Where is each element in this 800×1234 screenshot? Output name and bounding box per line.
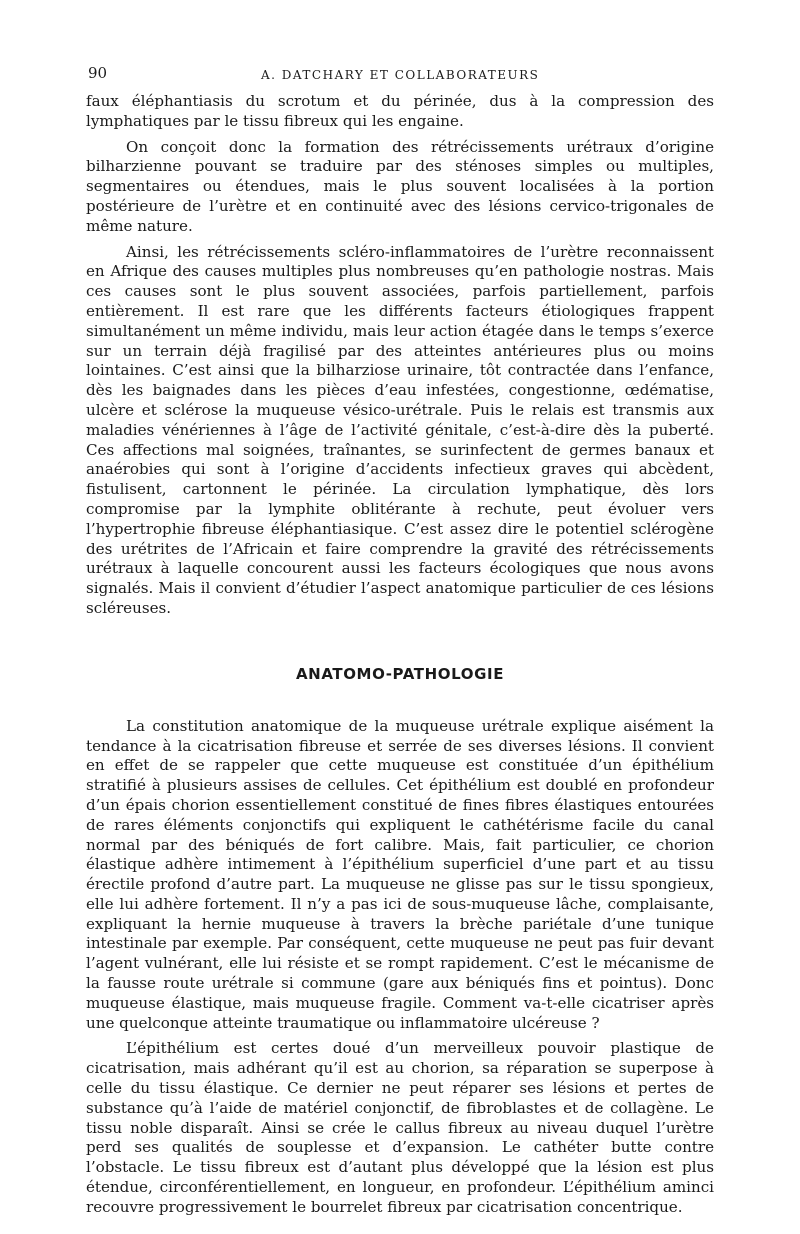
- running-head: [86, 62, 714, 92]
- section-heading: ANATOMO-PATHOLOGIE: [295, 664, 505, 683]
- page: [86, 62, 714, 1216]
- paragraph-continuation: faux éléphantiasis du scrotum et du périnée, dus à la compression des lymphatiques par le tissu fibreux qui les engaine.: [86, 92, 714, 130]
- paragraph-multiple-causes: Ainsi, les rétrécissements scléro-inflammatoires de l’urètre reconnaissent en Afrique des causes multiples plus nombreuses qu’en pathologie nostras. Mais ces causes sont le plus souvent associées, parfois partiellement, parfois entièrement. Il est rare que les différents facteurs étiologiques frappent simultanément un même individu, mais leur action étagée dans le temps s’exerce sur un terrain déjà fragilisé par des atteintes antérieures plus ou moins lointaines. C’est ainsi que la bilharziose urinaire, tôt contractée dans l’enfance, dès les baignades dans les pièces d’eau infestées, congestionne, œdématise, ulcère et sclérose la muqueuse vésico-urétrale. Puis le relais est transmis aux maladies vénériennes à l’âge de l’activité génitale, c’est-à-dire dès la puberté. Ces affections mal soignées, traînantes, se surinfectent de germes banaux et anaérobies qui sont à l’origine d’accidents infectieux graves qui abcèdent, fistulisent, cartonnent le périnée. La circulation lymphatique, dès lors compromise par la lymphite oblitérante à rechute, peut évoluer vers l’hypertrophie fibreuse éléphantiasique. C’est assez dire le potentiel sclérogène des urétrites de l’Africain et faire comprendre la gravité des rétrécissements urétraux à laquelle concourent aussi les facteurs écologiques que nous avons signalés. Mais il convient d’étudier l’aspect anatomique particulier de ces lésions scléreuses.: [86, 242, 714, 617]
- paragraph-epithelium-healing: L’épithélium est certes doué d’un merveilleux pouvoir plastique de cicatrisation, mais adhérant qu’il est au chorion, sa réparation se superpose à celle du tissu élastique. Ce dernier ne peut réparer ses lésions et pertes de substance qu’à l’aide de matériel conjonctif, de fibroblastes et de collagène. Le tissu noble disparaît. Ainsi se crée le callus fibreux au niveau duquel l’urètre perd ses qualités de souplesse et d’expansion. Le cathéter butte contre l’obstacle. Le tissu fibreux est d’autant plus développé que la lésion est plus étendue, circonférentiellement, en longueur, en profondeur. L’épithélium aminci recouvre progressivement le bourrelet fibreux par cicatrisation concentrique.: [86, 1039, 714, 1216]
- page-number: 90: [88, 64, 108, 82]
- paragraph-mucosa-anatomy: La constitution anatomique de la muqueuse urétrale explique aisément la tendance à la cicatrisation fibreuse et serrée de ses diverses lésions. Il convient en effet de se rappeler que cette muqueuse est constituée d’un épithélium stratifié à plusieurs assises de cellules. Cet épithélium est doublé en profondeur d’un épais chorion essentiellement constitué de fines fibres élastiques entourées de rares éléments conjonctifs qui expliquent le cathétérisme facile du canal normal par des béniqués de fort calibre. Mais, fait particulier, ce chorion élastique adhère intimement à l’épithélium superficiel d’une part et au tissu érectile profond d’autre part. La muqueuse ne glisse pas sur le tissu spongieux, elle lui adhère fortement. Il n’y a pas ici de sous-muqueuse lâche, complaisante, expliquant la hernie muqueuse à travers la brèche pariétale d’une tunique intestinale par exemple. Par conséquent, cette muqueuse ne peut pas fuir devant l’agent vulnérant, elle lui résiste et se rompt rapidement. C’est le mécanisme de la fausse route urétrale si commune (gare aux béniqués fins et pointus). Donc muqueuse élastique, mais muqueuse fragile. Comment va-t-elle cicatriser après une quelconque atteinte traumatique ou inflammatoire ulcéreuse ?: [86, 716, 714, 1032]
- paragraph-bilharzian-strictures: On conçoit donc la formation des rétrécissements urétraux d’origine bilharzienne pouvant se traduire par des sténoses simples ou multiples, segmentaires ou étendues, mais le plus souvent localisées à la portion postérieure de l’urètre et en continuité avec des lésions cervico-trigonales de même nature.: [86, 137, 714, 235]
- running-title: A. DATCHARY ET COLLABORATEURS: [261, 68, 540, 82]
